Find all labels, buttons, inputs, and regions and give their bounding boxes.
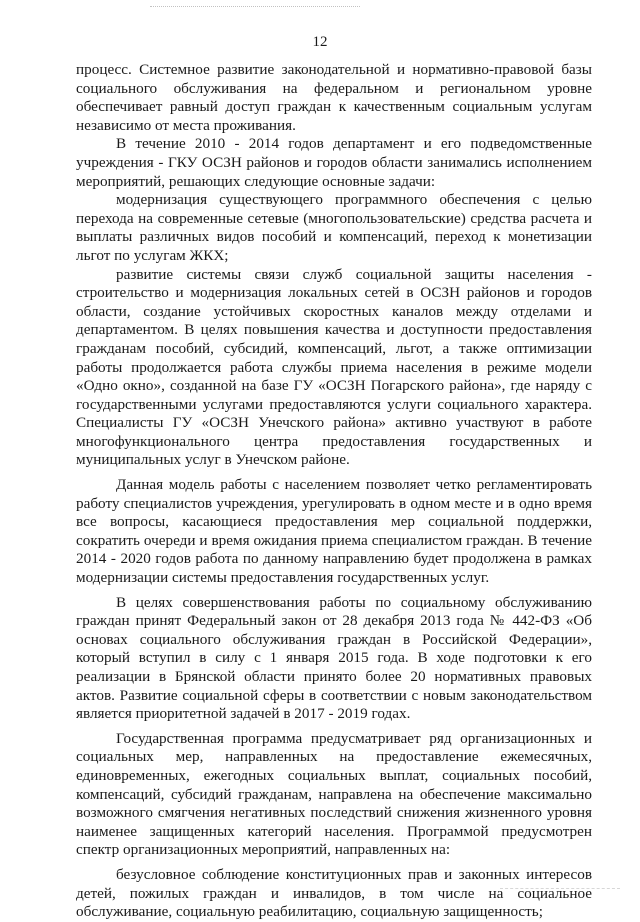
page-number: 12	[312, 34, 328, 50]
scan-artifact	[150, 6, 360, 11]
paragraph-task-network: развитие системы связи служб социальной защиты населения - строительство и модернизация локальных сетей в ОСЗН районов и городов области, создание устойчивых скоростных каналов между отделами и департаментом. В целях повышения качества и доступности предоставления гражданам пособий, субсидий, компенсаций, льгот, а также оптимизации работы продолжается работа службы приема населения в режиме модели «Одно окно», созданной на базе ГУ «ОСЗН Погарского района», где наряду с государственными услугами предоставляются услуги социального характера. Специалисты ГУ «ОСЗН Унечского района» активно участвуют в работе многофункционального центра предоставления государственных и муниципальных услуг в Унечском районе.	[76, 265, 592, 469]
paragraph-task-software: модернизация существующего программного обеспечения с целью перехода на современные сетевые (многопользовательские) средства расчета и выплаты различных видов пособий и компенсаций, переход к монетизации льгот по услугам ЖКХ;	[76, 191, 592, 264]
paragraph-work-model: Данная модель работы с населением позволяет четко регламентировать работу специалистов учреждения, урегулировать в одном месте и в одно время все вопросы, касающиеся предоставления мер социальной поддержки, сократить очереди и время ожидания приема специалистом граждан. В течение 2014 - 2020 годов работа по данному направлению будет продолжена в рамках модернизации системы предоставления государственных услуг.	[76, 476, 592, 587]
paragraph-state-program: Государственная программа предусматривает ряд организационных и социальных мер, направленных на предоставление ежемесячных, единовременных, ежегодных социальных выплат, социальных пособий, компенсаций, субсидий гражданам, направлена на обеспечение максимально возможного смягчения негативных последствий снижения жизненного уровня наименее защищенных категорий населения. Программой предусмотрен спектр организационных мероприятий, направленных на:	[76, 729, 592, 859]
paragraph-continuation: процесс. Системное развитие законодательной и нормативно-правовой базы социального обслуживания на федеральном и региональном уровне обеспечивает равный доступ граждан к качественным социальным услугам независимо от места проживания.	[76, 61, 592, 134]
paragraph-federal-law: В целях совершенствования работы по социальному обслуживанию граждан принят Федеральный закон от 28 декабря 2013 года № 442-ФЗ «Об основах социального обслуживания граждан в Российской Федерации», который вступил в силу с 1 января 2015 года. В ходе подготовки к его реализации в Брянской области принято более 20 нормативных правовых актов. Развитие социальной сферы в соответствии с новым законодательством является приоритетной задачей в 2017 - 2019 годах.	[76, 593, 592, 723]
paragraph-rights-compliance: безусловное соблюдение конституционных прав и законных интересов детей, пожилых граждан и инвалидов, в том числе на социальное обслуживание, социальную реабилитацию, социальную защищенность;	[76, 865, 592, 921]
document-body	[76, 61, 592, 922]
scan-artifact-bottom	[500, 888, 620, 891]
paragraph-tasks-intro: В течение 2010 - 2014 годов департамент и его подведомственные учреждения - ГКУ ОСЗН районов и городов области занимались исполнением мероприятий, решающих следующие основные задачи:	[76, 135, 592, 190]
